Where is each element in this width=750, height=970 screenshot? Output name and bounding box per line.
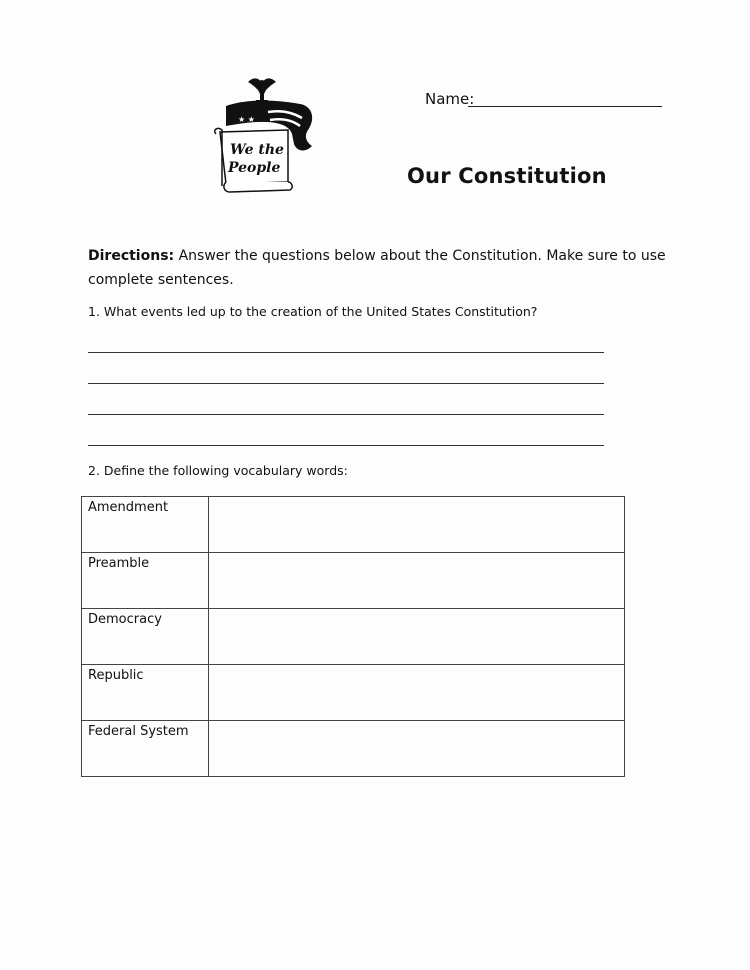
- table-row: [82, 665, 625, 721]
- vocab-definition-cell[interactable]: [208, 665, 624, 721]
- name-field[interactable]: [468, 106, 662, 107]
- page-title: Our Constitution: [407, 164, 607, 188]
- table-row: [82, 609, 625, 665]
- answer-line[interactable]: [88, 352, 604, 353]
- name-label: Name:: [425, 90, 475, 108]
- vocab-term: Democracy: [82, 609, 209, 665]
- answer-line[interactable]: [88, 414, 604, 415]
- vocab-term: Federal System: [82, 721, 209, 777]
- question-2: 2. Define the following vocabulary words:: [88, 463, 348, 478]
- vocab-term: Republic: [82, 665, 209, 721]
- vocab-definition-cell[interactable]: [208, 553, 624, 609]
- question-1: 1. What events led up to the creation of the United States Constitution?: [88, 304, 538, 319]
- answer-line[interactable]: [88, 445, 604, 446]
- vocab-term: Amendment: [82, 497, 209, 553]
- table-row: [82, 497, 625, 553]
- table-row: [82, 721, 625, 777]
- vocabulary-table: [81, 496, 625, 777]
- logo-text-line1: We the: [230, 142, 284, 158]
- directions: [88, 244, 668, 292]
- vocab-definition-cell[interactable]: [208, 609, 624, 665]
- vocab-definition-cell[interactable]: [208, 721, 624, 777]
- vocab-term: Preamble: [82, 553, 209, 609]
- svg-text:★ ★: ★ ★: [238, 115, 255, 124]
- vocab-definition-cell[interactable]: [208, 497, 624, 553]
- table-row: [82, 553, 625, 609]
- directions-text: Answer the questions below about the Constitution. Make sure to use complete sentences.: [88, 248, 666, 288]
- directions-label: Directions:: [88, 248, 175, 264]
- we-the-people-logo: [208, 74, 320, 200]
- answer-line[interactable]: [88, 383, 604, 384]
- we-the-people-scroll-icon: [208, 74, 320, 200]
- logo-text-line2: People: [228, 160, 281, 176]
